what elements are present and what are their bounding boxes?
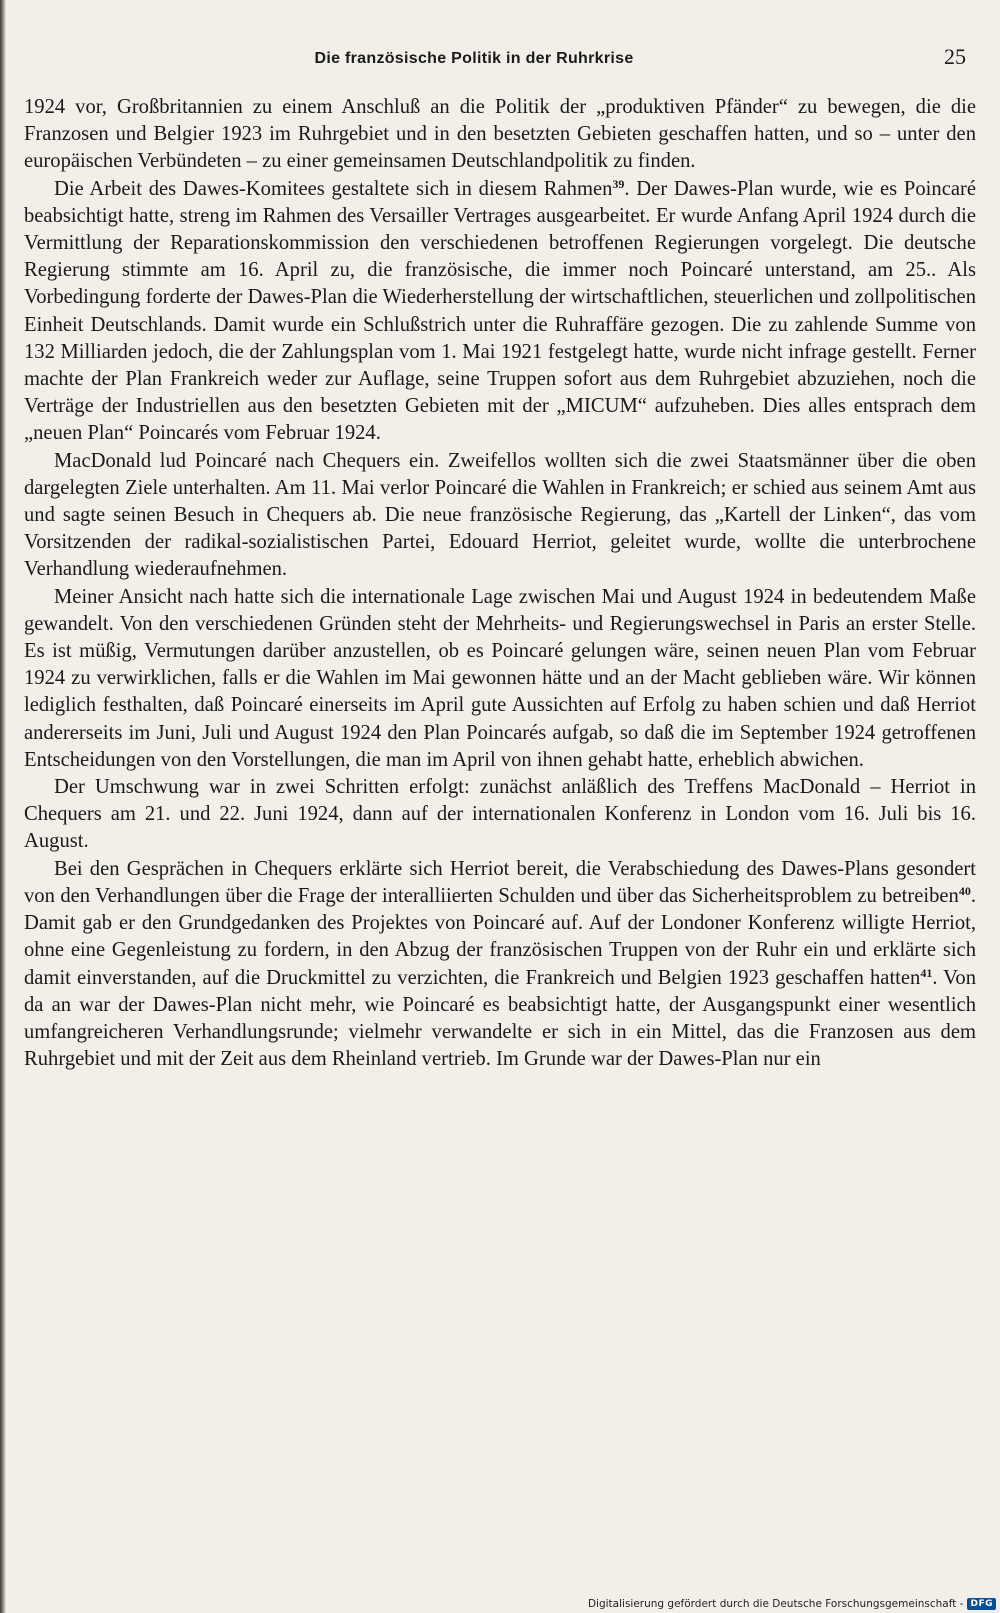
paragraph — [24, 584, 976, 774]
footnote-ref: 40 — [958, 883, 971, 898]
paragraph — [24, 94, 976, 176]
page-number: 25 — [944, 44, 966, 69]
paragraph-text: Die Arbeit des Dawes-Komitees gestaltete sich in diesem Rahmen — [54, 177, 613, 200]
body-text — [24, 94, 976, 1073]
dfg-logo: DFG — [967, 1598, 996, 1610]
footnote-ref: 39 — [612, 176, 625, 191]
digitization-footer — [588, 1598, 996, 1610]
footer-credit: Digitalisierung gefördert durch die Deutsche Forschungsgemeinschaft - — [587, 1598, 964, 1610]
paragraph-text: . Der Dawes-Plan wurde, wie es Poincaré beabsichtigt hatte, streng im Rahmen des Versailler Vertrages ausgearbeitet. Er wurde Anfang April 1924 durch die Vermittlung der Reparationskommission den verschiedenen betroffenen Regierungen vorgelegt. Die deutsche Regierung stimmte am 16. April zu, die französische, die immer noch Poincaré unterstand, am 25.. Als Vorbedingung forderte der Dawes-Plan die Wiederherstellung der wirtschaftlichen, steuerlichen und zollpolitischen Einheit Deutschlands. Damit wurde ein Schlußstrich unter die Ruhraffäre gezogen. Die zu zahlende Summe von 132 Milliarden jedoch, die der Zahlungsplan vom 1. Mai 1921 festgelegt hatte, wurde nicht infrage gestellt. Ferner machte der Plan Frankreich weder zur Auflage, seine Truppen sofort aus dem Ruhrgebiet abzuziehen, noch die Verträge der Industriellen aus den besetzten Gebieten mit der „MICUM“ aufzuheben. Dies alles entsprach dem „neuen Plan“ Poincarés vom Februar 1924. — [24, 177, 976, 445]
running-head — [24, 40, 976, 80]
paragraph-text: . Damit gab er den Grundgedanken des Projektes von Poincaré auf. Auf der Londoner Konferenz willigte Herriot, ohne eine Gegenleistung zu fordern, in den Abzug der französischen Truppen von der Ruhr ein und erklärte sich damit einverstanden, auf die Druckmittel zu verzichten, die Frankreich und Belgien 1923 geschaffen hatten — [24, 884, 976, 989]
paragraph — [24, 448, 976, 584]
running-title: Die französische Politik in der Ruhrkrise — [314, 50, 634, 67]
paragraph — [24, 176, 976, 448]
paragraph-text: Bei den Gesprächen in Chequers erklärte sich Herriot bereit, die Verabschiedung des Dawes-Plans gesondert von den Verhandlungen über die Frage der interalliierten Schulden und über das Sicherheitsproblem zu betreiben — [24, 857, 976, 907]
paragraph-text: . Von da an war der Dawes-Plan nicht mehr, wie Poincaré es beabsichtigt hatte, der Ausgangspunkt einer wesentlich umfangreicheren Verhandlungsrunde; vielmehr verwandelte er sich in ein Mittel, das die Franzosen aus dem Ruhrgebiet und mit der Zeit aus dem Rheinland vertrieb. Im Grunde war der Dawes-Plan nur ein — [24, 966, 976, 1071]
paragraph — [24, 774, 976, 856]
paragraph-text: Meiner Ansicht nach hatte sich die internationale Lage zwischen Mai und August 1924 in bedeutendem Maße gewandelt. Von den verschiedenen Gründen steht der Mehrheits- und Regierungswechsel in Paris an erster Stelle. Es ist müßig, Vermutungen darüber anzustellen, ob es Poincaré gelungen wäre, seinen neuen Plan vom Februar 1924 zu verwirklichen, falls er die Wahlen im Mai gewonnen hätte und an der Macht geblieben wäre. Wir können lediglich festhalten, daß Poincaré einerseits im April gute Aussichten auf Erfolg zu haben schien und daß Herriot andererseits im Juni, Juli und August 1924 den Plan Poincarés aufgab, so daß die im September 1924 getroffenen Entscheidungen von den Vorstellungen, die man im April von ihnen gehabt hatte, erheblich abwichen. — [24, 585, 976, 771]
paragraph-text: MacDonald lud Poincaré nach Chequers ein. Zweifellos wollten sich die zwei Staatsmänner über die oben dargelegten Ziele unterhalten. Am 11. Mai verlor Poincaré die Wahlen in Frankreich; er schied aus seinem Amt aus und sagte seinen Besuch in Chequers ab. Die neue französische Regierung, das „Kartell der Linken“, das vom Vorsitzenden der radikal-sozialistischen Partei, Edouard Herriot, geleitet wurde, wollte die unterbrochene Verhandlung wiederaufnehmen. — [24, 449, 976, 581]
paragraph-text: Der Umschwung war in zwei Schritten erfolgt: zunächst anläßlich des Treffens MacDonald – Herriot in Chequers am 21. und 22. Juni 1924, dann auf der internationalen Konferenz in London vom 16. Juli bis 16. August. — [24, 776, 976, 853]
paragraph — [24, 856, 976, 1074]
paragraph-text: 1924 vor, Großbritannien zu einem Anschluß an die Politik der „produktiven Pfänder“ zu bewegen, die die Franzosen und Belgier 1923 im Ruhrgebiet und in den besetzten Gebieten geschaffen hatten, und so – unter den europäischen Verbündeten – zu einer gemeinsamen Deutschlandpolitik zu finden. — [24, 96, 976, 173]
book-page — [24, 40, 976, 1073]
footnote-ref: 41 — [920, 965, 933, 980]
scan-edge-shadow — [0, 0, 6, 1613]
